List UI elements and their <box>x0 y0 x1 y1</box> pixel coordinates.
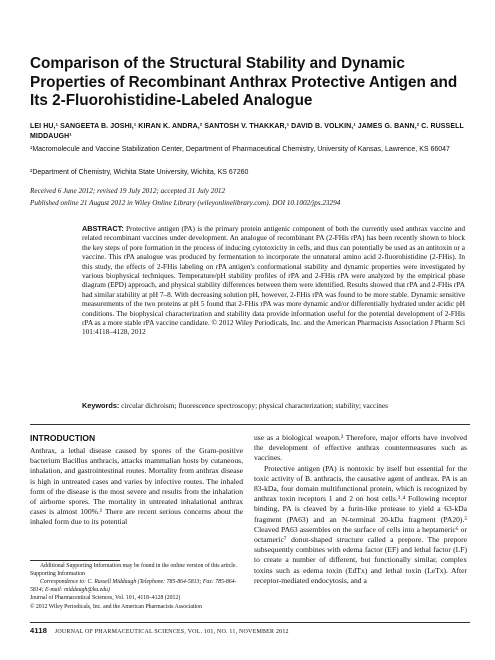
running-footer: JOURNAL OF PHARMACEUTICAL SCIENCES, VOL. 101, NO. 11, NOVEMBER 2012 <box>54 629 289 635</box>
affiliation-1: ¹Macromolecule and Vaccine Stabilization Center, Department of Pharmaceutical Chemistry, University of Kansas, Lawrence, KS 66047 <box>30 146 450 153</box>
section-heading-introduction: INTRODUCTION <box>30 433 96 443</box>
footnote-copyright: © 2012 Wiley Periodicals, Inc. and the American Pharmacists Association <box>30 603 202 610</box>
footnote-correspondence: Correspondence to: C. Russell Middaugh (Telephone: 785-864-5813; Fax: 785-864-5814; E-mail: middaugh@ku.edu) <box>30 579 237 593</box>
footnote-journal-citation: Journal of Pharmaceutical Sciences, Vol. 101, 4118–4128 (2012) <box>30 595 181 602</box>
footnotes <box>30 563 243 613</box>
affiliation-2: ²Department of Chemistry, Wichita State University, Wichita, KS 67260 <box>30 169 249 176</box>
section-divider <box>30 424 470 425</box>
right-column-text <box>254 433 467 586</box>
publication-info: Published online 21 August 2012 in Wiley Online Library (wileyonlinelibrary.com). DOI 10.1002/jps.23294 <box>30 199 341 207</box>
page-footer <box>30 626 289 635</box>
abstract <box>82 224 465 337</box>
received-dates: Received 6 June 2012; revised 19 July 2012; accepted 31 July 2012 <box>30 187 226 195</box>
article-title: Comparison of the Structural Stability and Dynamic Properties of Recombinant Anthrax Protective Antigen and Its 2-Fluorohistidine-Labeled Analogue <box>30 55 458 109</box>
abstract-label: ABSTRACT: <box>82 224 124 233</box>
keywords-text: circular dichroism; fluorescence spectroscopy; physical characterization; stability; vaccines <box>121 401 388 410</box>
footnote-supporting-info: Additional Supporting Information may be found in the online version of this article. Supporting Information <box>30 563 237 577</box>
abstract-text: Protective antigen (PA) is the primary protein antigenic component of both the currently used anthrax vaccine and related recombinant vaccines under development. An analogue of recombinant PA (2-FHis rPA) has been recently shown to block the key steps of pore formation in the process of inducing cytotoxicity in cells, and thus can potentially be used as an antitoxin or a vaccine. This rPA analogue was produced by fermentation to incorporate the unnatural amino acid 2-fluorohistidine (2-FHis). In this study, the effects of 2-FHis labeling on rPA antigen's conformational stability and dynamic properties were investigated by various biophysical techniques. Temperature/pH stability profiles of rPA and 2-FHis rPA were analyzed by the empirical phase diagram (EPD) approach, and physical stability differences between them were identified. Results showed that rPA and 2-FHis rPA had similar stability at pH 7–8. With decreasing solution pH, however, 2-FHis rPA was found to be more stable. Dynamic sensitive measurements of the two proteins at pH 5 found that 2-FHis rPA was more dynamic and/or differentially hydrated under acidic pH conditions. The biophysical characterization and stability data provide information useful for the potential development of 2-FHis rPA as a more stable rPA vaccine candidate. © 2012 Wiley Periodicals, Inc. and the American Pharmacists Association J Pharm Sci 101:4118–4128, 2012 <box>82 224 465 337</box>
footnote-divider <box>30 560 120 561</box>
footer-divider <box>30 622 470 623</box>
page-number: 4118 <box>30 626 48 635</box>
left-column-text <box>30 446 243 528</box>
author-list: LEI HU,¹ SANGEETA B. JOSHI,¹ KIRAN K. ANDRA,² SANTOSH V. THAKKAR,¹ DAVID B. VOLKIN,¹ JAMES G. BANN,² C. RUSSELL MIDDAUGH¹ <box>30 123 464 140</box>
intro-paragraph-1: Anthrax, a lethal disease caused by spores of the Gram-positive bacterium Bacillus anthracis, attacks mammalian hosts by cutaneous, inhalation, and gastrointestinal routes. Mortality from anthrax disease is high in untreated cases and varies by infective routes. The inhaled form of the disease is the most severe and results from the inhalation of airborne spores. The mortality in untreated inhalational anthrax cases is almost 100%.¹ There are recent serious concerns about the inhaled form due to its potential <box>30 446 243 527</box>
keywords-label: Keywords: <box>82 401 120 410</box>
intro-paragraph-2: Protective antigen (PA) is nontoxic by itself but essential for the toxic activity of B. anthracis, the causative agent of anthrax. PA is an 83-kDa, four domain multifunctional protein, which is recognized by anthrax toxin receptors 1 and 2 on host cells.³˒⁴ Following receptor binding, PA is cleaved by a furin-like protease to yield a 63-kDa fragment (PA63) and an N-terminal 20-kDa fragment (PA20).⁵ Cleaved PA63 assembles on the surface of cells into a heptameric⁶ or octameric⁷ donut-shaped structure called a prepore. The prepore subsequently combines with edema factor (EF) and lethal factor (LF) to create a number of different, but functionally similar, complex toxins such as edema toxin (EdTx) and lethal toxin (LeTx). After receptor-mediated endocytosis, and a <box>254 463 467 585</box>
keywords <box>82 401 465 410</box>
intro-paragraph-1-continued: use as a biological weapon.² Therefore, major efforts have involved the development of effective anthrax countermeasures such as vaccines. <box>254 433 467 463</box>
